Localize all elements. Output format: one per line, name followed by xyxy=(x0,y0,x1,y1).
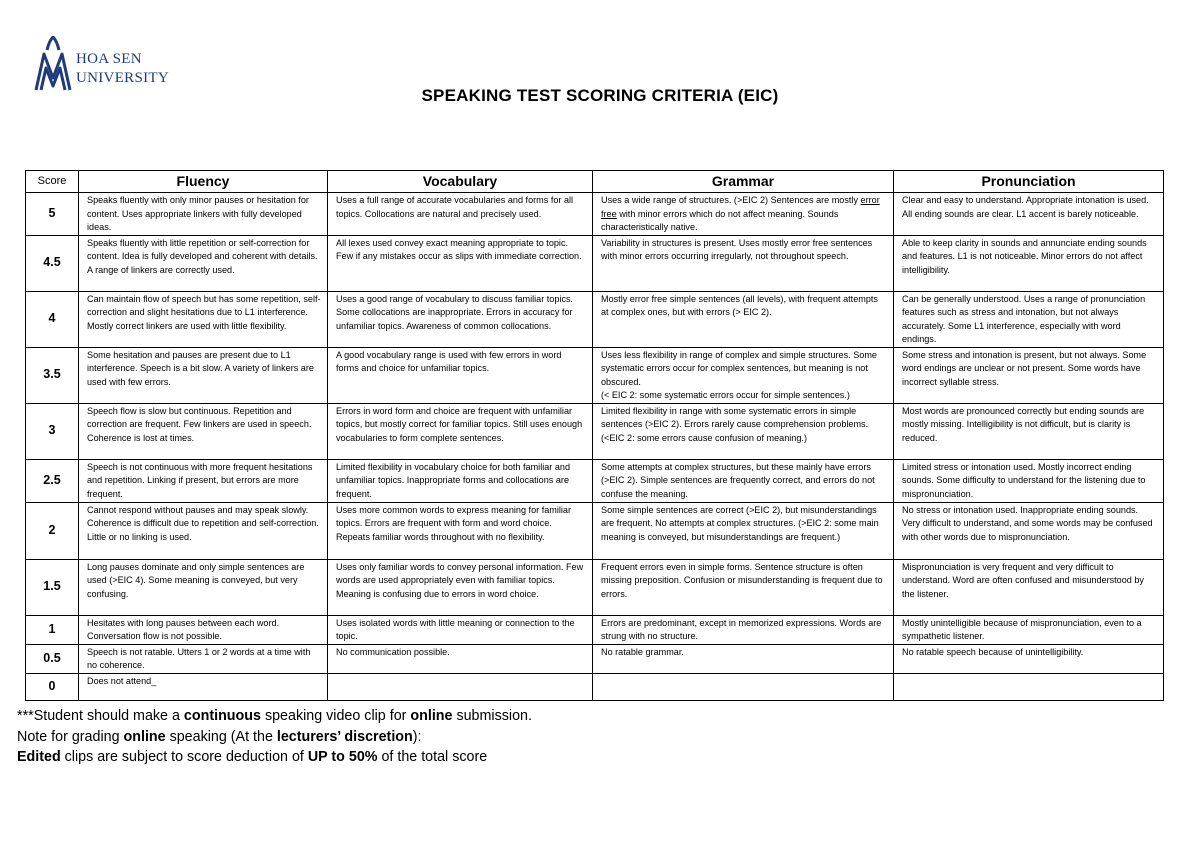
vocabulary-cell: Uses a full range of accurate vocabularies and forms for all topics. Collocations are natural and precisely used. xyxy=(328,193,593,236)
vocabulary-cell: All lexes used convey exact meaning appropriate to topic. Few if any mistakes occur as slips with immediate correction. xyxy=(328,235,593,291)
note-line-2 xyxy=(17,727,532,748)
vocabulary-cell: Limited flexibility in vocabulary choice for both familiar and unfamiliar topics. Inappropriate forms and collocations are frequent. xyxy=(328,459,593,502)
logo-line-1: HOA SEN xyxy=(76,51,142,67)
note-text: speaking (At the xyxy=(165,728,277,745)
vocabulary-cell xyxy=(328,673,593,700)
score-cell: 0.5 xyxy=(26,644,79,673)
score-cell: 2 xyxy=(26,502,79,559)
table-row xyxy=(26,459,1164,502)
table-row xyxy=(26,235,1164,291)
score-cell: 0 xyxy=(26,673,79,700)
vocabulary-cell: No communication possible. xyxy=(328,644,593,673)
note-text: Note for grading xyxy=(17,728,124,745)
grammar-cell xyxy=(593,673,894,700)
note-text: clips are subject to score deduction of xyxy=(60,749,308,765)
grammar-note: (< EIC 2: some systematic errors occur for simple sentences.) xyxy=(601,390,850,400)
logo-line-2: UNIVERSITY xyxy=(76,70,169,86)
pronunciation-cell: No stress or intonation used. Inappropriate ending sounds. Very difficult to understand, and some words may be confused with other words due to mispronunciation. xyxy=(894,502,1164,559)
note-emphasis: Edited xyxy=(17,749,61,765)
note-text: submission. xyxy=(452,708,532,724)
pronunciation-cell: Some stress and intonation is present, but not always. Some word endings are unclear or not present. Some words have incorrect syllable stress. xyxy=(894,347,1164,403)
grammar-cell: No ratable grammar. xyxy=(593,644,894,673)
submission-notes xyxy=(17,706,532,768)
table-row xyxy=(26,615,1164,644)
score-cell: 1.5 xyxy=(26,559,79,615)
note-emphasis: online xyxy=(123,728,166,745)
note-emphasis: lecturers’ discretion xyxy=(276,728,413,745)
grammar-cell: Some attempts at complex structures, but these mainly have errors (>EIC 2). Simple sentences are frequently correct, and errors do not confuse the meaning. xyxy=(593,459,894,502)
pronunciation-cell: Able to keep clarity in sounds and annunciate ending sounds and features. L1 is not noticeable. Minor errors do not affect intelligibility. xyxy=(894,235,1164,291)
pronunciation-cell: Clear and easy to understand. Appropriate intonation is used. All ending sounds are clear. L1 accent is barely noticeable. xyxy=(894,193,1164,236)
table-row xyxy=(26,644,1164,673)
pronunciation-cell: Limited stress or intonation used. Mostly incorrect ending sounds. Some difficulty to understand for the listening due to mispronunciation. xyxy=(894,459,1164,502)
table-header-row xyxy=(26,171,1164,193)
score-cell: 4 xyxy=(26,291,79,347)
score-cell: 2.5 xyxy=(26,459,79,502)
score-cell: 3.5 xyxy=(26,347,79,403)
grammar-cell: Frequent errors even in simple forms. Sentence structure is often missing preposition. Confusion or misunderstanding is frequent due to errors. xyxy=(593,559,894,615)
pronunciation-cell: Most words are pronounced correctly but ending sounds are mostly missing. Intelligibility is not difficult, but is clarity is reduced. xyxy=(894,403,1164,459)
column-header-fluency: Fluency xyxy=(79,171,328,193)
table-row xyxy=(26,291,1164,347)
grammar-cell: Errors are predominant, except in memorized expressions. Words are strung with no structure. xyxy=(593,615,894,644)
table-row xyxy=(26,403,1164,459)
grammar-cell: Mostly error free simple sentences (all levels), with frequent attempts at complex ones, but with errors (> EIC 2). xyxy=(593,291,894,347)
note-emphasis: UP to 50% xyxy=(307,749,378,765)
fluency-cell: Cannot respond without pauses and may speak slowly. Coherence is difficult due to repetition and self-correction. Little or no linking is used. xyxy=(79,502,328,559)
fluency-cell: Some hesitation and pauses are present due to L1 interference. Speech is a bit slow. A variety of linkers are used with few errors. xyxy=(79,347,328,403)
note-emphasis: continuous xyxy=(183,708,261,724)
fluency-cell: Does not attend_ xyxy=(79,673,328,700)
grammar-text-part: with minor errors which do not affect meaning. Sounds characteristically native. xyxy=(601,208,839,232)
column-header-vocabulary: Vocabulary xyxy=(328,171,593,193)
grammar-cell: Limited flexibility in range with some systematic errors in simple sentences (>EIC 2). Errors rarely cause comprehension problems. (<EIC 2: some errors cause confusion of meaning.) xyxy=(593,403,894,459)
grammar-text-part: Uses a wide range of structures. (>EIC 2) Sentences are mostly xyxy=(601,195,861,205)
vocabulary-cell: Uses more common words to express meaning for familiar topics. Errors are frequent with form and word choice. Repeats familiar words throughout with no flexibility. xyxy=(328,502,593,559)
note-text: ***Student should make a xyxy=(17,708,184,724)
fluency-cell: Long pauses dominate and only simple sentences are used (>EIC 4). Some meaning is conveyed, but very confusing. xyxy=(79,559,328,615)
table-row xyxy=(26,502,1164,559)
note-text: ): xyxy=(412,728,422,745)
pronunciation-cell: Mostly unintelligible because of mispronunciation, even to a sympathetic listener. xyxy=(894,615,1164,644)
grammar-cell xyxy=(593,193,894,236)
fluency-cell: Speech is not ratable. Utters 1 or 2 words at a time with no coherence. xyxy=(79,644,328,673)
fluency-cell: Speech flow is slow but continuous. Repetition and correction are frequent. Few linkers are used in speech. Coherence is lost at times. xyxy=(79,403,328,459)
score-cell: 3 xyxy=(26,403,79,459)
note-emphasis: online xyxy=(410,708,453,724)
scoring-criteria-table xyxy=(25,170,1164,701)
vocabulary-cell: Uses isolated words with little meaning or connection to the topic. xyxy=(328,615,593,644)
pronunciation-cell: Can be generally understood. Uses a range of pronunciation features such as stress and intonation, but not always accurately. Some L1 interference, especially with word endings. xyxy=(894,291,1164,347)
note-line-3 xyxy=(17,747,532,768)
vocabulary-cell: Errors in word form and choice are frequent with unfamiliar topics, but mostly correct for familiar topics. Still uses enough vocabularies to form complete sentences. xyxy=(328,403,593,459)
grammar-underlined-text: error free xyxy=(601,195,880,219)
grammar-cell: Variability in structures is present. Uses mostly error free sentences with minor errors occurring irregularly, not throughout speech. xyxy=(593,235,894,291)
grammar-text: Uses less flexibility in range of complex and simple structures. Some systematic errors occur for complex sentences, but meaning is not obscured. xyxy=(601,349,877,387)
table-row xyxy=(26,193,1164,236)
table-row xyxy=(26,559,1164,615)
column-header-grammar: Grammar xyxy=(593,171,894,193)
column-header-pronunciation: Pronunciation xyxy=(894,171,1164,193)
score-cell: 1 xyxy=(26,615,79,644)
table-row xyxy=(26,347,1164,403)
pronunciation-cell: No ratable speech because of unintelligibility. xyxy=(894,644,1164,673)
vocabulary-cell: A good vocabulary range is used with few errors in word forms and choice for unfamiliar topics. xyxy=(328,347,593,403)
note-line-1 xyxy=(17,706,532,727)
score-cell: 4.5 xyxy=(26,235,79,291)
pronunciation-cell: Mispronunciation is very frequent and very difficult to understand. Word are often confused and misunderstood by the listener. xyxy=(894,559,1164,615)
column-header-score: Score xyxy=(26,171,79,193)
pronunciation-cell xyxy=(894,673,1164,700)
note-text: speaking video clip for xyxy=(260,708,411,724)
fluency-cell: Speech is not continuous with more frequent hesitations and repetition. Linking if present, but errors are more frequent. xyxy=(79,459,328,502)
table-row xyxy=(26,673,1164,700)
grammar-cell xyxy=(593,347,894,403)
grammar-cell: Some simple sentences are correct (>EIC 2), but misunderstandings are frequent. No attempts at complex structures. (>EIC 2: some main meaning is conveyed, but misunderstandings are frequent.) xyxy=(593,502,894,559)
page-title: SPEAKING TEST SCORING CRITERIA (EIC) xyxy=(421,86,779,105)
vocabulary-cell: Uses a good range of vocabulary to discuss familiar topics. Some collocations are inappropriate. Errors in accuracy for unfamiliar topics. Awareness of common collocations. xyxy=(328,291,593,347)
fluency-cell: Hesitates with long pauses between each word. Conversation flow is not possible. xyxy=(79,615,328,644)
vocabulary-cell: Uses only familiar words to convey personal information. Few words are used appropriately even with familiar topics. Meaning is confusing due to errors in word choice. xyxy=(328,559,593,615)
fluency-cell: Speaks fluently with little repetition or self-correction for content. Idea is fully developed and coherent with details. A range of linkers are correctly used. xyxy=(79,235,328,291)
note-text: of the total score xyxy=(377,749,488,765)
score-cell: 5 xyxy=(26,193,79,236)
fluency-cell: Speaks fluently with only minor pauses or hesitation for content. Uses appropriate linkers with fully developed ideas. xyxy=(79,193,328,236)
logo-wordmark xyxy=(76,50,169,88)
fluency-cell: Can maintain flow of speech but has some repetition, self-correction and slight hesitations due to L1 interference. Mostly correct linkers are used with little flexibility. xyxy=(79,291,328,347)
